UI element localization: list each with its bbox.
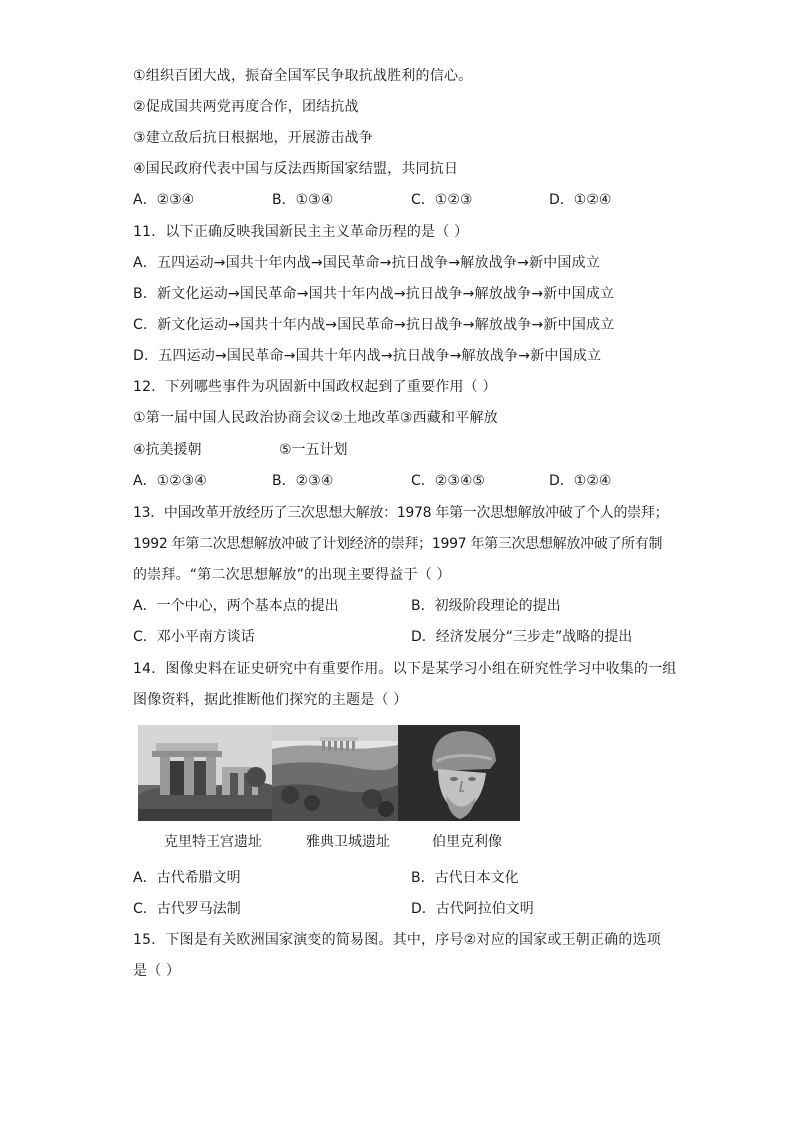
q12-option-c: C．②③④⑤ bbox=[411, 473, 485, 489]
q10-option-b: B．①③④ bbox=[272, 192, 334, 208]
q12-items-line-1: ①第一届中国人民政治协商会议②土地改革③西藏和平解放 bbox=[133, 410, 498, 426]
q12-item-5: ⑤一五计划 bbox=[279, 442, 348, 458]
q12-option-b: B．②③④ bbox=[272, 473, 334, 489]
q13-line-1: 13．中国改革开放经历了三次思想大解放：1978 年第一次思想解放冲破了个人的崇拜； bbox=[133, 505, 669, 521]
q14-line-1: 14．图像史料在证史研究中有重要作用。以下是某学习小组在研究性学习中收集的一组 bbox=[133, 661, 677, 677]
knossos-palace-photo bbox=[138, 725, 272, 821]
q13-option-a: A．一个中心，两个基本点的提出 bbox=[133, 598, 339, 614]
q11-option-a: A．五四运动→国共十年内战→国民革命→抗日战争→解放战争→新中国成立 bbox=[133, 255, 601, 271]
image-strip bbox=[138, 725, 520, 821]
q14-option-c: C．古代罗马法制 bbox=[133, 901, 241, 917]
q10-item-3: ③建立敌后抗日根据地，开展游击战争 bbox=[133, 130, 373, 146]
caption-pericles: 伯里克利像 bbox=[432, 834, 502, 850]
q13-option-d: D．经济发展分“三步走”战略的提出 bbox=[411, 629, 633, 645]
q11-stem: 11．以下正确反映我国新民主主义革命历程的是（ ） bbox=[133, 224, 469, 240]
q10-option-c: C．①②③ bbox=[411, 192, 473, 208]
q11-option-c: C．新文化运动→国共十年内战→国民革命→抗日战争→解放战争→新中国成立 bbox=[133, 317, 615, 333]
q11-option-d: D．五四运动→国民革命→国共十年内战→抗日战争→解放战争→新中国成立 bbox=[133, 348, 602, 364]
q11-option-b: B．新文化运动→国民革命→国共十年内战→抗日战争→解放战争→新中国成立 bbox=[133, 286, 615, 302]
caption-knossos: 克里特王宫遗址 bbox=[164, 834, 262, 850]
q14-line-2: 图像资料，据此推断他们探究的主题是（ ） bbox=[133, 692, 408, 708]
q13-option-b: B．初级阶段理论的提出 bbox=[411, 598, 561, 614]
q15-line-1: 15．下图是有关欧洲国家演变的简易图。其中，序号②对应的国家或王朝正确的选项 bbox=[133, 932, 661, 948]
q12-item-4: ④抗美援朝 bbox=[133, 442, 202, 458]
q14-option-b: B．古代日本文化 bbox=[411, 870, 519, 886]
q12-option-a: A．①②③④ bbox=[133, 473, 207, 489]
acropolis-photo bbox=[272, 725, 398, 821]
caption-acropolis: 雅典卫城遗址 bbox=[306, 834, 390, 850]
q10-item-2: ②促成国共两党再度合作，团结抗战 bbox=[133, 99, 359, 115]
q13-line-2: 1992 年第二次思想解放冲破了计划经济的崇拜；1997 年第三次思想解放冲破了所有制 bbox=[133, 536, 663, 552]
q15-line-2: 是（ ） bbox=[133, 963, 181, 979]
q14-option-a: A．古代希腊文明 bbox=[133, 870, 241, 886]
q14-option-d: D．古代阿拉伯文明 bbox=[411, 901, 534, 917]
q13-option-c: C．邓小平南方谈话 bbox=[133, 629, 255, 645]
q10-item-4: ④国民政府代表中国与反法西斯国家结盟，共同抗日 bbox=[133, 161, 459, 177]
q12-stem: 12．下列哪些事件为巩固新中国政权起到了重要作用（ ） bbox=[133, 379, 497, 395]
pericles-bust-photo bbox=[398, 725, 520, 821]
q12-option-d: D．①②④ bbox=[549, 473, 612, 489]
q10-option-a: A．②③④ bbox=[133, 192, 195, 208]
q10-option-d: D．①②④ bbox=[549, 192, 612, 208]
q13-line-3: 的崇拜。“第二次思想解放”的出现主要得益于（ ） bbox=[133, 567, 451, 583]
q10-item-1: ①组织百团大战，振奋全国军民争取抗战胜利的信心。 bbox=[133, 68, 473, 84]
